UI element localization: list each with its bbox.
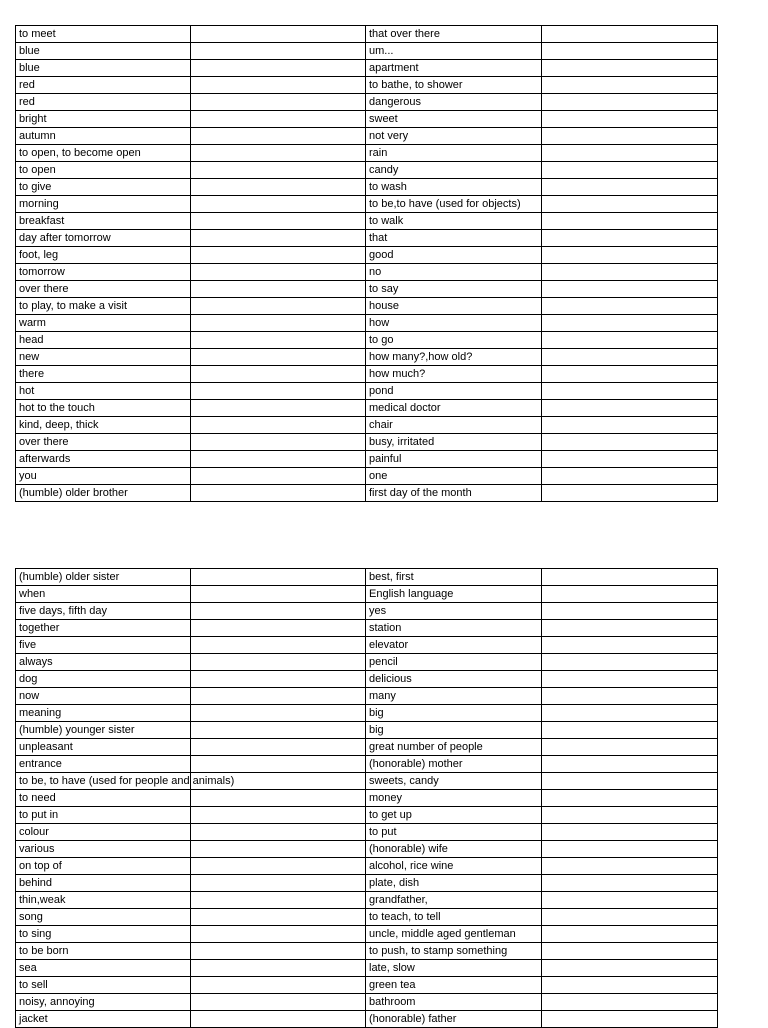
table-row (16, 196, 718, 213)
answer-cell (191, 807, 366, 824)
english-term-cell: blue (16, 60, 191, 77)
english-term-cell: how many?,how old? (366, 349, 542, 366)
answer-cell (191, 366, 366, 383)
table-row (16, 60, 718, 77)
table-row (16, 145, 718, 162)
english-term-cell: (humble) older sister (16, 569, 191, 586)
english-term-cell: to meet (16, 26, 191, 43)
english-term-cell: day after tomorrow (16, 230, 191, 247)
english-term-cell: to be, to have (used for people and animals) (16, 773, 191, 790)
answer-cell (542, 196, 718, 213)
table-row (16, 1011, 718, 1028)
english-term-cell: to bathe, to shower (366, 77, 542, 94)
table-row (16, 739, 718, 756)
vocab-table-1 (15, 25, 718, 502)
answer-cell (191, 637, 366, 654)
table-row (16, 417, 718, 434)
answer-cell (191, 94, 366, 111)
english-term-cell: to put in (16, 807, 191, 824)
english-term-cell: on top of (16, 858, 191, 875)
english-term-cell: sweet (366, 111, 542, 128)
answer-cell (542, 298, 718, 315)
english-term-cell: one (366, 468, 542, 485)
english-term-cell: English language (366, 586, 542, 603)
english-term-cell: money (366, 790, 542, 807)
answer-cell (542, 705, 718, 722)
answer-cell (191, 298, 366, 315)
english-term-cell: grandfather, (366, 892, 542, 909)
table-row (16, 773, 718, 790)
table-row (16, 349, 718, 366)
english-term-cell: to give (16, 179, 191, 196)
english-term-cell: warm (16, 315, 191, 332)
english-term-cell: sweets, candy (366, 773, 542, 790)
table-row (16, 247, 718, 264)
english-term-cell: over there (16, 281, 191, 298)
answer-cell (191, 451, 366, 468)
table-row (16, 688, 718, 705)
english-term-cell: breakfast (16, 213, 191, 230)
english-term-cell: busy, irritated (366, 434, 542, 451)
table-row (16, 722, 718, 739)
english-term-cell: house (366, 298, 542, 315)
table-row (16, 705, 718, 722)
answer-cell (542, 383, 718, 400)
english-term-cell: autumn (16, 128, 191, 145)
english-term-cell: uncle, middle aged gentleman (366, 926, 542, 943)
answer-cell (542, 94, 718, 111)
answer-cell (542, 26, 718, 43)
english-term-cell: to sing (16, 926, 191, 943)
answer-cell (191, 603, 366, 620)
table-row (16, 858, 718, 875)
english-term-cell: late, slow (366, 960, 542, 977)
table-row (16, 875, 718, 892)
english-term-cell: you (16, 468, 191, 485)
english-term-cell: tomorrow (16, 264, 191, 281)
answer-cell (191, 179, 366, 196)
english-term-cell: hot (16, 383, 191, 400)
answer-cell (542, 671, 718, 688)
answer-cell (542, 739, 718, 756)
table-row (16, 400, 718, 417)
answer-cell (542, 909, 718, 926)
answer-cell (191, 977, 366, 994)
english-term-cell: unpleasant (16, 739, 191, 756)
answer-cell (191, 586, 366, 603)
answer-cell (191, 434, 366, 451)
answer-cell (542, 841, 718, 858)
answer-cell (191, 332, 366, 349)
english-term-cell: to get up (366, 807, 542, 824)
english-term-cell: plate, dish (366, 875, 542, 892)
answer-cell (542, 332, 718, 349)
answer-cell (191, 145, 366, 162)
english-term-cell: to be born (16, 943, 191, 960)
table-row (16, 162, 718, 179)
english-term-cell: various (16, 841, 191, 858)
answer-cell (191, 671, 366, 688)
table-row (16, 824, 718, 841)
english-term-cell: head (16, 332, 191, 349)
english-term-cell: big (366, 722, 542, 739)
table-row (16, 332, 718, 349)
answer-cell (542, 892, 718, 909)
answer-cell (542, 162, 718, 179)
english-term-cell: bathroom (366, 994, 542, 1011)
table-row (16, 637, 718, 654)
table-row (16, 926, 718, 943)
answer-cell (191, 383, 366, 400)
table-row (16, 960, 718, 977)
table-row (16, 77, 718, 94)
answer-cell (542, 60, 718, 77)
english-term-cell: delicious (366, 671, 542, 688)
english-term-cell: over there (16, 434, 191, 451)
table-row (16, 994, 718, 1011)
answer-cell (191, 485, 366, 502)
answer-cell (542, 824, 718, 841)
english-term-cell: there (16, 366, 191, 383)
answer-cell (191, 620, 366, 637)
answer-cell (542, 943, 718, 960)
answer-cell (191, 688, 366, 705)
english-term-cell: to push, to stamp something (366, 943, 542, 960)
english-term-cell: together (16, 620, 191, 637)
english-term-cell: apartment (366, 60, 542, 77)
answer-cell (191, 77, 366, 94)
english-term-cell: pencil (366, 654, 542, 671)
answer-cell (191, 315, 366, 332)
english-term-cell: afterwards (16, 451, 191, 468)
answer-cell (542, 111, 718, 128)
table-row (16, 909, 718, 926)
answer-cell (191, 1011, 366, 1028)
english-term-cell: kind, deep, thick (16, 417, 191, 434)
answer-cell (191, 111, 366, 128)
english-term-cell: colour (16, 824, 191, 841)
table-row (16, 620, 718, 637)
english-term-cell: behind (16, 875, 191, 892)
answer-cell (542, 451, 718, 468)
answer-cell (542, 603, 718, 620)
answer-cell (191, 162, 366, 179)
table-row (16, 383, 718, 400)
table-row (16, 569, 718, 586)
english-term-cell: (honorable) wife (366, 841, 542, 858)
answer-cell (191, 26, 366, 43)
english-term-cell: yes (366, 603, 542, 620)
english-term-cell: morning (16, 196, 191, 213)
english-term-cell: painful (366, 451, 542, 468)
answer-cell (542, 756, 718, 773)
table-row (16, 807, 718, 824)
answer-cell (542, 43, 718, 60)
vocab-table-2 (15, 568, 718, 1028)
english-term-cell: alcohol, rice wine (366, 858, 542, 875)
english-term-cell: to say (366, 281, 542, 298)
answer-cell (542, 722, 718, 739)
answer-cell (191, 43, 366, 60)
table-row (16, 841, 718, 858)
answer-cell (191, 756, 366, 773)
answer-cell (542, 145, 718, 162)
answer-cell (542, 1011, 718, 1028)
answer-cell (542, 468, 718, 485)
english-term-cell: to sell (16, 977, 191, 994)
answer-cell (542, 586, 718, 603)
english-term-cell: thin,weak (16, 892, 191, 909)
answer-cell (542, 875, 718, 892)
answer-cell (542, 281, 718, 298)
answer-cell (542, 315, 718, 332)
english-term-cell: bright (16, 111, 191, 128)
table-row (16, 586, 718, 603)
table-row (16, 654, 718, 671)
answer-cell (191, 841, 366, 858)
answer-cell (542, 790, 718, 807)
english-term-cell: hot to the touch (16, 400, 191, 417)
english-term-cell: how much? (366, 366, 542, 383)
english-term-cell: new (16, 349, 191, 366)
answer-cell (542, 366, 718, 383)
english-term-cell: noisy, annoying (16, 994, 191, 1011)
table-row (16, 892, 718, 909)
english-term-cell: to play, to make a visit (16, 298, 191, 315)
english-term-cell: dog (16, 671, 191, 688)
table-row (16, 943, 718, 960)
english-term-cell: when (16, 586, 191, 603)
english-term-cell: to need (16, 790, 191, 807)
answer-cell (191, 468, 366, 485)
english-term-cell: that over there (366, 26, 542, 43)
answer-cell (191, 909, 366, 926)
answer-cell (542, 400, 718, 417)
english-term-cell: good (366, 247, 542, 264)
answer-cell (542, 858, 718, 875)
answer-cell (191, 349, 366, 366)
english-term-cell: (honorable) father (366, 1011, 542, 1028)
english-term-cell: to open (16, 162, 191, 179)
answer-cell (191, 654, 366, 671)
table-row (16, 603, 718, 620)
table-row (16, 43, 718, 60)
english-term-cell: entrance (16, 756, 191, 773)
answer-cell (542, 128, 718, 145)
table-row (16, 264, 718, 281)
answer-cell (542, 994, 718, 1011)
answer-cell (542, 417, 718, 434)
english-term-cell: how (366, 315, 542, 332)
answer-cell (191, 960, 366, 977)
table-row (16, 468, 718, 485)
english-term-cell: to go (366, 332, 542, 349)
english-term-cell: no (366, 264, 542, 281)
answer-cell (542, 569, 718, 586)
english-term-cell: five (16, 637, 191, 654)
answer-cell (191, 943, 366, 960)
english-term-cell: best, first (366, 569, 542, 586)
answer-cell (542, 688, 718, 705)
english-term-cell: rain (366, 145, 542, 162)
answer-cell (191, 858, 366, 875)
answer-cell (542, 637, 718, 654)
english-term-cell: (humble) older brother (16, 485, 191, 502)
answer-cell (191, 722, 366, 739)
answer-cell (191, 60, 366, 77)
english-term-cell: sea (16, 960, 191, 977)
english-term-cell: now (16, 688, 191, 705)
answer-cell (191, 926, 366, 943)
table-row (16, 756, 718, 773)
answer-cell (191, 264, 366, 281)
answer-cell (542, 620, 718, 637)
table-row (16, 213, 718, 230)
answer-cell (191, 739, 366, 756)
answer-cell (542, 654, 718, 671)
table-row (16, 671, 718, 688)
english-term-cell: first day of the month (366, 485, 542, 502)
answer-cell (191, 790, 366, 807)
english-term-cell: jacket (16, 1011, 191, 1028)
answer-cell (542, 247, 718, 264)
english-term-cell: (humble) younger sister (16, 722, 191, 739)
english-term-cell: foot, leg (16, 247, 191, 264)
answer-cell (191, 994, 366, 1011)
table-row (16, 366, 718, 383)
english-term-cell: five days, fifth day (16, 603, 191, 620)
table-row (16, 298, 718, 315)
english-term-cell: chair (366, 417, 542, 434)
answer-cell (542, 807, 718, 824)
english-term-cell: red (16, 77, 191, 94)
english-term-cell: candy (366, 162, 542, 179)
answer-cell (542, 926, 718, 943)
english-term-cell: um... (366, 43, 542, 60)
answer-cell (542, 179, 718, 196)
table-row (16, 434, 718, 451)
english-term-cell: to teach, to tell (366, 909, 542, 926)
answer-cell (542, 773, 718, 790)
english-term-cell: blue (16, 43, 191, 60)
answer-cell (542, 977, 718, 994)
table-row (16, 128, 718, 145)
table-row (16, 94, 718, 111)
english-term-cell: (honorable) mother (366, 756, 542, 773)
english-term-cell: big (366, 705, 542, 722)
answer-cell (191, 400, 366, 417)
answer-cell (542, 485, 718, 502)
answer-cell (542, 434, 718, 451)
english-term-cell: to open, to become open (16, 145, 191, 162)
answer-cell (191, 569, 366, 586)
english-term-cell: to walk (366, 213, 542, 230)
table-row (16, 111, 718, 128)
english-term-cell: to wash (366, 179, 542, 196)
answer-cell (542, 349, 718, 366)
table-row (16, 790, 718, 807)
table-row (16, 485, 718, 502)
answer-cell (191, 281, 366, 298)
answer-cell (542, 213, 718, 230)
english-term-cell: song (16, 909, 191, 926)
english-term-cell: great number of people (366, 739, 542, 756)
table-row (16, 26, 718, 43)
table-row (16, 315, 718, 332)
answer-cell (542, 77, 718, 94)
answer-cell (191, 230, 366, 247)
table-row (16, 230, 718, 247)
table-row (16, 281, 718, 298)
table-row (16, 977, 718, 994)
english-term-cell: always (16, 654, 191, 671)
english-term-cell: red (16, 94, 191, 111)
english-term-cell: medical doctor (366, 400, 542, 417)
english-term-cell: dangerous (366, 94, 542, 111)
english-term-cell: to be,to have (used for objects) (366, 196, 542, 213)
answer-cell (191, 705, 366, 722)
answer-cell (191, 247, 366, 264)
english-term-cell: elevator (366, 637, 542, 654)
answer-cell (191, 875, 366, 892)
answer-cell (542, 264, 718, 281)
english-term-cell: that (366, 230, 542, 247)
answer-cell (542, 230, 718, 247)
table-row (16, 451, 718, 468)
answer-cell (191, 196, 366, 213)
answer-cell (191, 417, 366, 434)
english-term-cell: many (366, 688, 542, 705)
english-term-cell: to put (366, 824, 542, 841)
table-row (16, 179, 718, 196)
english-term-cell: meaning (16, 705, 191, 722)
english-term-cell: pond (366, 383, 542, 400)
english-term-cell: not very (366, 128, 542, 145)
english-term-cell: station (366, 620, 542, 637)
answer-cell (191, 128, 366, 145)
english-term-cell: green tea (366, 977, 542, 994)
answer-cell (542, 960, 718, 977)
answer-cell (191, 213, 366, 230)
answer-cell (191, 824, 366, 841)
answer-cell (191, 892, 366, 909)
